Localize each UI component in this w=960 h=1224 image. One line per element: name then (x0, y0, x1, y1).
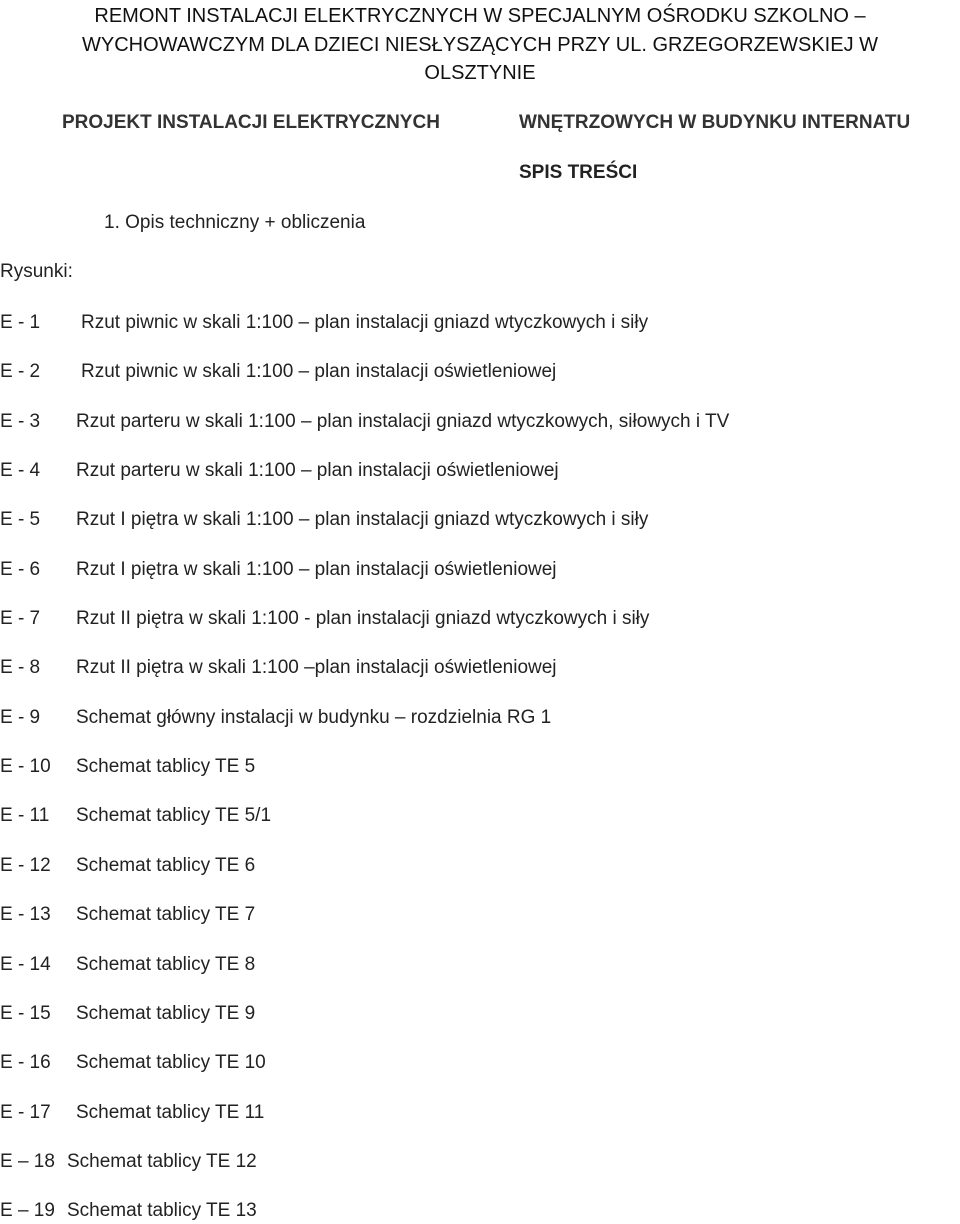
drawing-code: E – 19 (0, 1200, 55, 1221)
drawing-description: Rzut I piętra w skali 1:100 – plan instalacji oświetleniowej (76, 559, 557, 580)
drawing-code: E - 6 (0, 559, 41, 580)
drawing-description: Schemat tablicy TE 8 (76, 954, 256, 975)
drawing-description: Schemat tablicy TE 10 (76, 1052, 266, 1073)
drawing-description: Rzut piwnic w skali 1:100 – plan instalacji oświetleniowej (81, 361, 557, 382)
drawings-label: Rysunki: (0, 261, 73, 282)
document-title-line-3: OLSZTYNIE (424, 62, 536, 84)
drawing-description: Schemat tablicy TE 5/1 (76, 805, 272, 826)
drawing-description: Rzut II piętra w skali 1:100 –plan instalacji oświetleniowej (76, 657, 557, 678)
project-subtitle-left: PROJEKT INSTALACJI ELEKTRYCZNYCH (62, 112, 440, 133)
drawing-code: E – 18 (0, 1151, 55, 1172)
drawing-code: E - 13 (0, 904, 51, 925)
document-title-line-2: WYCHOWAWCZYM DLA DZIECI NIESŁYSZĄCYCH PRZY UL. GRZEGORZEWSKIEJ W (82, 34, 878, 56)
drawing-code: E - 8 (0, 657, 41, 678)
toc-item-technical-description: 1. Opis techniczny + obliczenia (104, 212, 366, 233)
drawing-description: Rzut I piętra w skali 1:100 – plan instalacji gniazd wtyczkowych i siły (76, 509, 649, 530)
drawing-description: Schemat tablicy TE 7 (76, 904, 256, 925)
drawing-code: E - 16 (0, 1052, 51, 1073)
drawing-description: Schemat tablicy TE 12 (67, 1151, 257, 1172)
drawing-code: E - 7 (0, 608, 41, 629)
drawing-code: E - 12 (0, 855, 51, 876)
drawing-description: Schemat tablicy TE 13 (67, 1200, 257, 1221)
project-subtitle-right: WNĘTRZOWYCH W BUDYNKU INTERNATU (519, 112, 911, 133)
drawing-description: Schemat tablicy TE 9 (76, 1003, 256, 1024)
drawing-code: E - 3 (0, 411, 41, 432)
drawing-description: Rzut parteru w skali 1:100 – plan instalacji oświetleniowej (76, 460, 559, 481)
drawing-description: Rzut piwnic w skali 1:100 – plan instalacji gniazd wtyczkowych i siły (81, 312, 649, 333)
drawing-description: Schemat tablicy TE 6 (76, 855, 256, 876)
drawing-description: Schemat tablicy TE 11 (76, 1102, 265, 1123)
drawing-description: Rzut parteru w skali 1:100 – plan instalacji gniazd wtyczkowych, siłowych i TV (76, 411, 730, 432)
drawing-description: Schemat tablicy TE 5 (76, 756, 256, 777)
drawing-code: E - 2 (0, 361, 41, 382)
drawing-code: E - 1 (0, 312, 41, 333)
toc-title: SPIS TREŚCI (519, 162, 638, 183)
drawing-description: Schemat główny instalacji w budynku – rozdzielnia RG 1 (76, 707, 552, 728)
drawing-code: E - 17 (0, 1102, 51, 1123)
drawing-code: E - 4 (0, 460, 41, 481)
drawing-code: E - 14 (0, 954, 51, 975)
drawing-code: E - 10 (0, 756, 51, 777)
document-title-line-1: REMONT INSTALACJI ELEKTRYCZNYCH W SPECJALNYM OŚRODKU SZKOLNO – (94, 5, 866, 27)
drawing-code: E - 15 (0, 1003, 51, 1024)
drawing-code: E - 11 (0, 805, 50, 826)
drawing-description: Rzut II piętra w skali 1:100 - plan instalacji gniazd wtyczkowych i siły (76, 608, 650, 629)
drawing-code: E - 9 (0, 707, 41, 728)
drawing-code: E - 5 (0, 509, 41, 530)
